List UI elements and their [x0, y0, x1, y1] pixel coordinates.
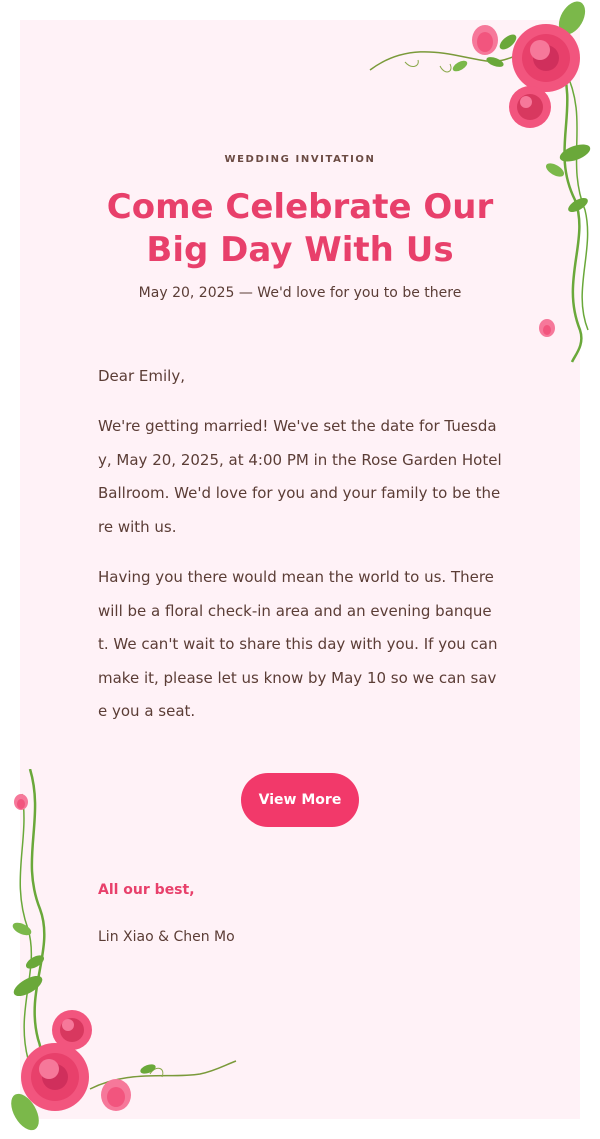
page-title: Come Celebrate Our Big Day With Us	[106, 187, 494, 270]
signoff: All our best,	[98, 882, 195, 898]
eyebrow-label: WEDDING INVITATION	[224, 154, 376, 165]
view-more-button[interactable]: View More	[241, 773, 359, 827]
signature: Lin Xiao & Chen Mo	[98, 929, 235, 945]
rose-vine-icon	[350, 0, 600, 370]
body-paragraph: Having you there would mean the world to us. There will be a floral check-in area and an evening banquet. We can't wait to share this day with you. If you can make it, please let us know by May 10 so we can save you a seat.	[98, 568, 498, 720]
rose-vine-icon	[0, 769, 250, 1139]
greeting: Dear Emily,	[98, 367, 185, 385]
body-paragraph: We're getting married! We've set the date for Tuesday, May 20, 2025, at 4:00 PM in the Rose Garden Hotel Ballroom. We'd love for you and your family to be there with us.	[98, 417, 502, 536]
event-date-line: May 20, 2025 — We'd love for you to be there	[138, 285, 462, 301]
